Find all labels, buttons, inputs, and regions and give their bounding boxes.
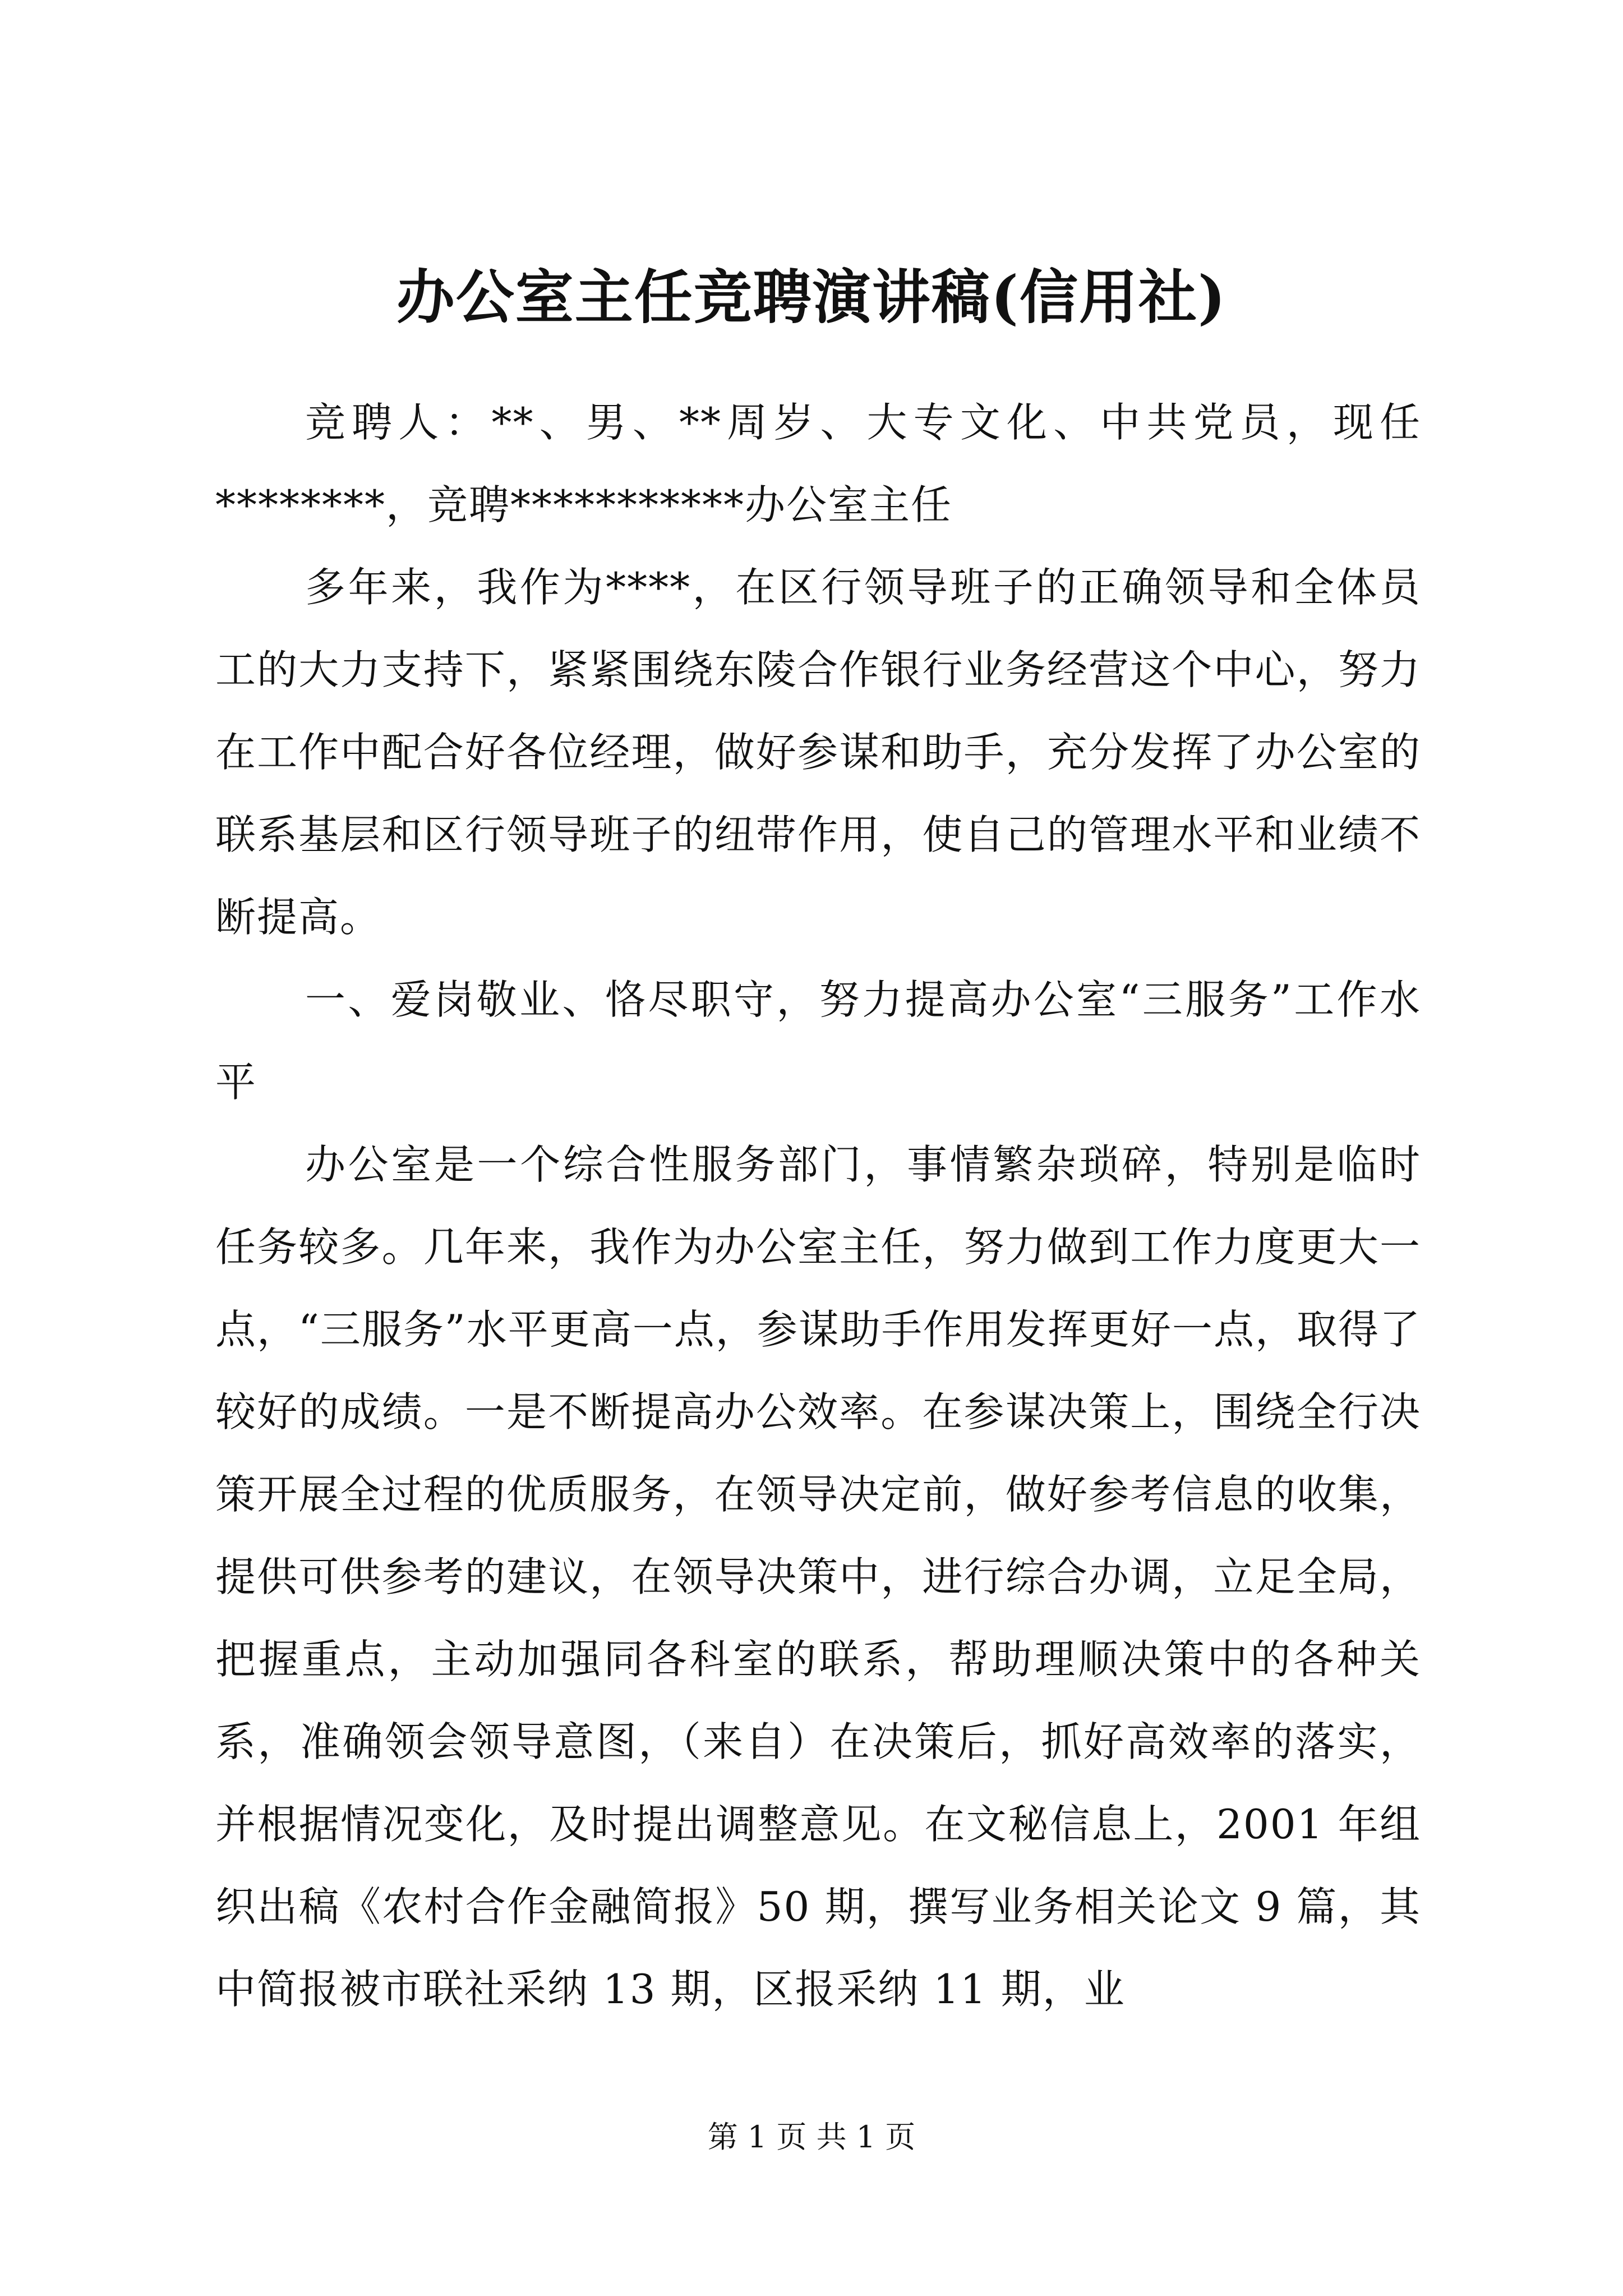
paragraph-office-work: 办公室是一个综合性服务部门，事情繁杂琐碎，特别是临时任务较多。几年来，我作为办公室主任，努力做到工作力度更大一点，“三服务”水平更高一点，参谋助手作用发挥更好一点，取得了较好的成绩。一是不断提高办公效率。在参谋决策上，围绕全行决策开展全过程的优质服务，在领导决定前，做好参考信息的收集，提供可供参考的建议，在领导决策中，进行综合办调，立足全局，把握重点，主动加强同各科室的联系，帮助理顺决策中的各种关系，准确领会领导意图，（来自）在决策后，抓好高效率的落实，并根据情况变化，及时提出调整意见。在文秘信息上，2001 年组织出稿《农村合作金融简报》50 期，撰写业务相关论文 9 篇，其中简报被市联社采纳 13 期，区报采纳 11 期，业: [215, 1141, 1421, 2013]
paragraph-introduction: 多年来，我作为****，在区行领导班子的正确领导和全体员工的大力支持下，紧紧围绕东陵合作银行业务经营这个中心，努力在工作中配合好各位经理，做好参谋和助手，充分发挥了办公室的联系基层和区行领导班子的纽带作用，使自己的管理水平和业绩不断提高。: [215, 564, 1421, 941]
paragraph-applicant-info: 竞聘人：**、男、**周岁、大专文化、中共党员，现任********，竞聘***********办公室主任: [215, 399, 1421, 528]
paragraph-section-heading: 一、爱岗敬业、恪尽职守，努力提高办公室“三服务”工作水平: [215, 976, 1421, 1106]
document-title: 办公室主任竞聘演讲稿(信用社): [396, 263, 1227, 332]
page-footer: 第 1 页 共 1 页: [707, 2119, 916, 2155]
document-body: [215, 381, 1421, 2031]
